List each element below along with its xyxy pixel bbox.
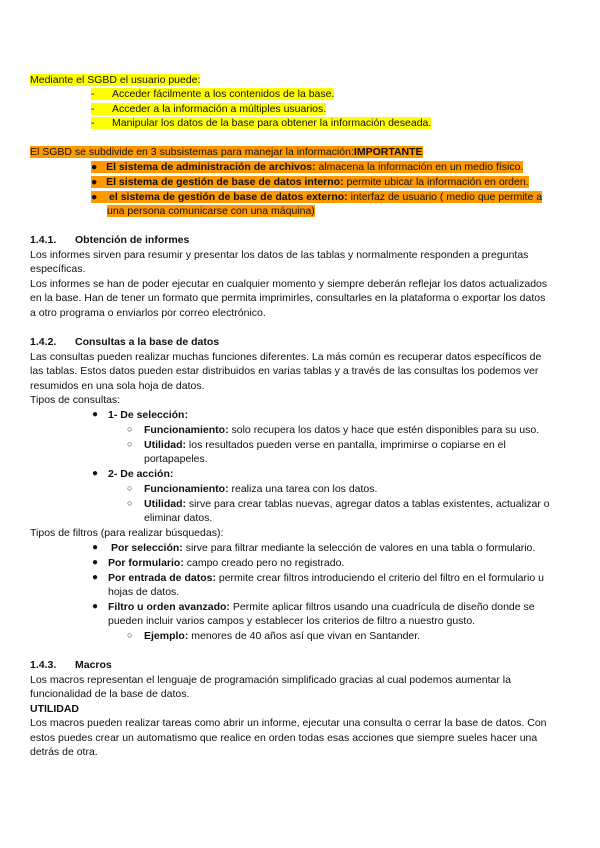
circle-bullet-icon: ○ (127, 498, 133, 508)
subsystem-item: ● El sistema de administración de archivos: almacena la información en un medio físico. (91, 161, 524, 173)
consulta-seleccion-title: 1- De selección: (108, 409, 188, 421)
section-heading-143: 1.4.3. Macros (30, 659, 112, 671)
paragraph-line: estos puedes crear un automatismo que realice en orden todas esas acciones que siempre sueles hacer una (30, 732, 538, 744)
list-item: Utilidad: sirve para crear tablas nuevas, agregar datos a tablas existentes, actualizar o (144, 498, 550, 510)
tipos-consultas-label: Tipos de consultas: (30, 394, 121, 406)
paragraph-line: Las consultas pueden realizar muchas funciones diferentes. La más común es recuperar datos específicos de (30, 351, 542, 363)
sgbd-intro-item: - Manipular los datos de la base para obtener la información deseada. (91, 117, 432, 129)
bullet-icon: ● (92, 572, 99, 583)
circle-bullet-icon: ○ (127, 630, 133, 640)
list-item: Funcionamiento: realiza una tarea con los datos. (144, 483, 378, 495)
circle-bullet-icon: ○ (127, 483, 133, 493)
list-item-cont: portapapeles. (144, 453, 208, 465)
sgbd-intro-item: - Acceder fácilmente a los contenidos de la base. (91, 88, 335, 100)
subsystem-item-cont: una persona comunicarse con una máquina) (107, 205, 315, 217)
list-item-cont: hojas de datos. (108, 586, 180, 598)
list-item-cont: eliminar datos. (144, 512, 213, 524)
paragraph-line: a otro programa o enviarlos por correo electrónico. (30, 307, 266, 319)
subsystems-lead: El SGBD se subdivide en 3 subsistemas para manejar la información:IMPORTANTE (30, 146, 423, 158)
subsystem-item: ● el sistema de gestión de base de datos externo: interfaz de usuario ( medio que permite a (91, 191, 543, 203)
sgbd-intro-lead: Mediante el SGBD el usuario puede: (30, 74, 201, 86)
circle-bullet-icon: ○ (127, 424, 133, 434)
list-item: Funcionamiento: solo recupera los datos y hace que estén disponibles para su uso. (144, 424, 540, 436)
bullet-icon: ● (92, 542, 99, 553)
utilidad-label: UTILIDAD (30, 703, 79, 715)
subsystem-item: ● El sistema de gestión de base de datos interno: permite ubicar la información en orden. (91, 176, 529, 188)
list-item: Ejemplo: menores de 40 años así que vivan en Santander. (144, 630, 421, 642)
circle-bullet-icon: ○ (127, 439, 133, 449)
list-item: Filtro u orden avanzado: Permite aplicar filtros usando una cuadrícula de diseño donde se (108, 601, 535, 613)
bullet-icon: ● (92, 557, 99, 568)
bullet-icon: ● (92, 468, 99, 479)
paragraph-line: funcionalidad de la base de datos. (30, 688, 190, 700)
list-item: Por formulario: campo creado pero no registrado. (108, 557, 345, 569)
paragraph-line: Los macros representan el lenguaje de programación simplificado gracias al cual podemos aumentar la (30, 674, 511, 686)
paragraph-line: Los informes sirven para resumir y presentar los datos de las tablas y normalmente responden a preguntas (30, 249, 529, 261)
paragraph-line: detrás de otra. (30, 746, 98, 758)
paragraph-line: en la base. Han de tener un formato que permita imprimirles, consultarles en la plataforma o exportar los datos (30, 292, 546, 304)
paragraph-line: Los macros pueden realizar tareas como abrir un informe, ejecutar una consulta o cerrar la base de datos. Con (30, 717, 547, 729)
list-item: Por entrada de datos: permite crear filtros introduciendo el criterio del filtro en el formulario u (108, 572, 544, 584)
tipos-filtros-label: Tipos de filtros (para realizar búsquedas): (30, 527, 224, 539)
list-item-cont: pueden incluir varios campos y establecer los criterios de filtro a nuestro gusto. (108, 615, 476, 627)
paragraph-line: Los informes se han de poder ejecutar en cualquier momento y siempre deberán reflejar los datos actualizados (30, 278, 548, 290)
section-heading-142: 1.4.2. Consultas a la base de datos (30, 336, 220, 348)
bullet-icon: ● (92, 409, 99, 420)
paragraph-line: las tablas. Estos datos pueden estar distribuidos en varias tablas y a través de las consultas los podemos ver (30, 365, 539, 377)
list-item: Por selección: sirve para filtrar mediante la selección de valores en una tabla o formulario. (111, 542, 536, 554)
list-item: Utilidad: los resultados pueden verse en pantalla, imprimirse o copiarse en el (144, 439, 506, 451)
sgbd-intro-item: - Acceder a la información a múltiples usuarios. (91, 103, 327, 115)
paragraph-line: específicas. (30, 263, 86, 275)
section-heading-141: 1.4.1. Obtención de informes (30, 234, 190, 246)
consulta-accion-title: 2- De acción: (108, 468, 174, 480)
paragraph-line: resumidos en una sola hoja de datos. (30, 380, 205, 392)
bullet-icon: ● (92, 601, 99, 612)
